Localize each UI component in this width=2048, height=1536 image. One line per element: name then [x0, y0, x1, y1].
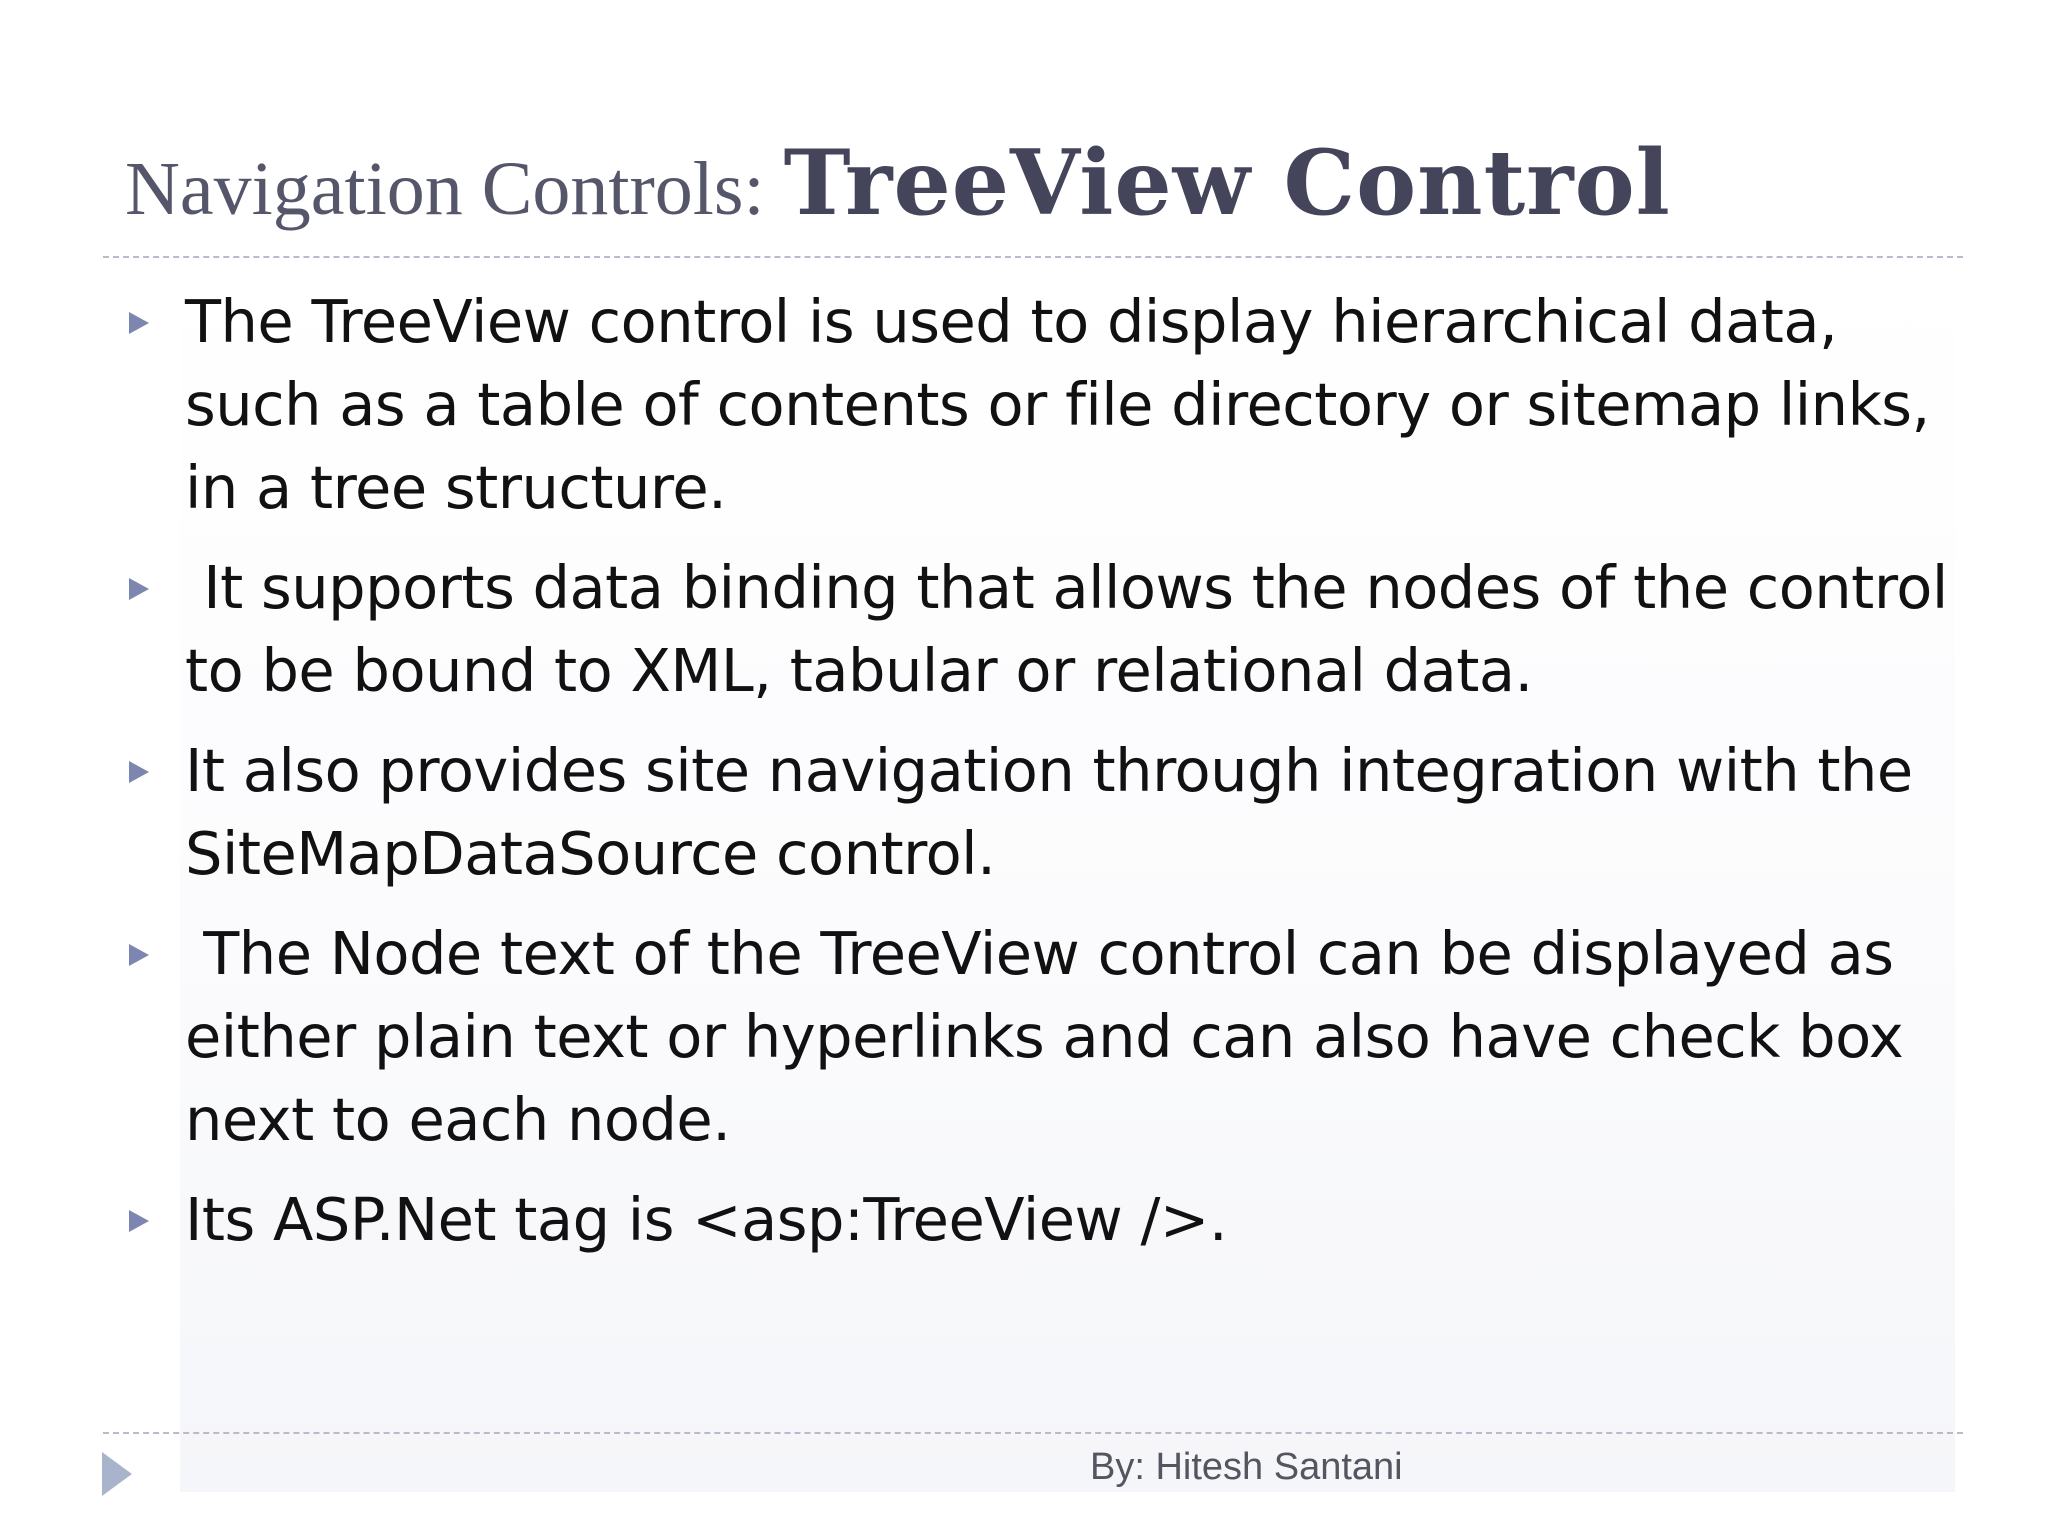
bullet-text: It supports data binding that allows the nodes of the control to be bound to XML, tabular or relational data. — [185, 553, 1948, 705]
footer-author: By: Hitesh Santani — [1090, 1446, 1403, 1488]
title-prefix: Navigation Controls: — [125, 147, 784, 231]
bullet-text: The TreeView control is used to display hierarchical data, such as a table of contents or file directory or sitemap links, in a tree structure. — [185, 287, 1930, 522]
slide-title — [125, 130, 1671, 236]
triangle-right-icon — [129, 578, 149, 600]
bullet-text: It also provides site navigation through integration with the SiteMapDataSource control. — [185, 736, 1913, 888]
footer-divider — [103, 1432, 1963, 1434]
bullet-list — [120, 280, 1950, 1278]
bullet-item — [120, 546, 1950, 712]
bullet-text: The Node text of the TreeView control can be displayed as either plain text or hyperlinks and can also have check box next to each node. — [185, 919, 1904, 1154]
triangle-right-icon — [129, 1210, 149, 1232]
bullet-item — [120, 912, 1950, 1161]
title-main: TreeView Control — [783, 130, 1671, 236]
triangle-right-icon — [129, 944, 149, 966]
next-slide-arrow-icon[interactable] — [102, 1452, 132, 1496]
bullet-item — [120, 280, 1950, 529]
title-divider — [103, 256, 1963, 258]
bullet-item — [120, 1178, 1950, 1261]
triangle-right-icon — [129, 312, 149, 334]
triangle-right-icon — [129, 761, 149, 783]
bullet-text: Its ASP.Net tag is <asp:TreeView />. — [185, 1185, 1228, 1254]
bullet-item — [120, 729, 1950, 895]
